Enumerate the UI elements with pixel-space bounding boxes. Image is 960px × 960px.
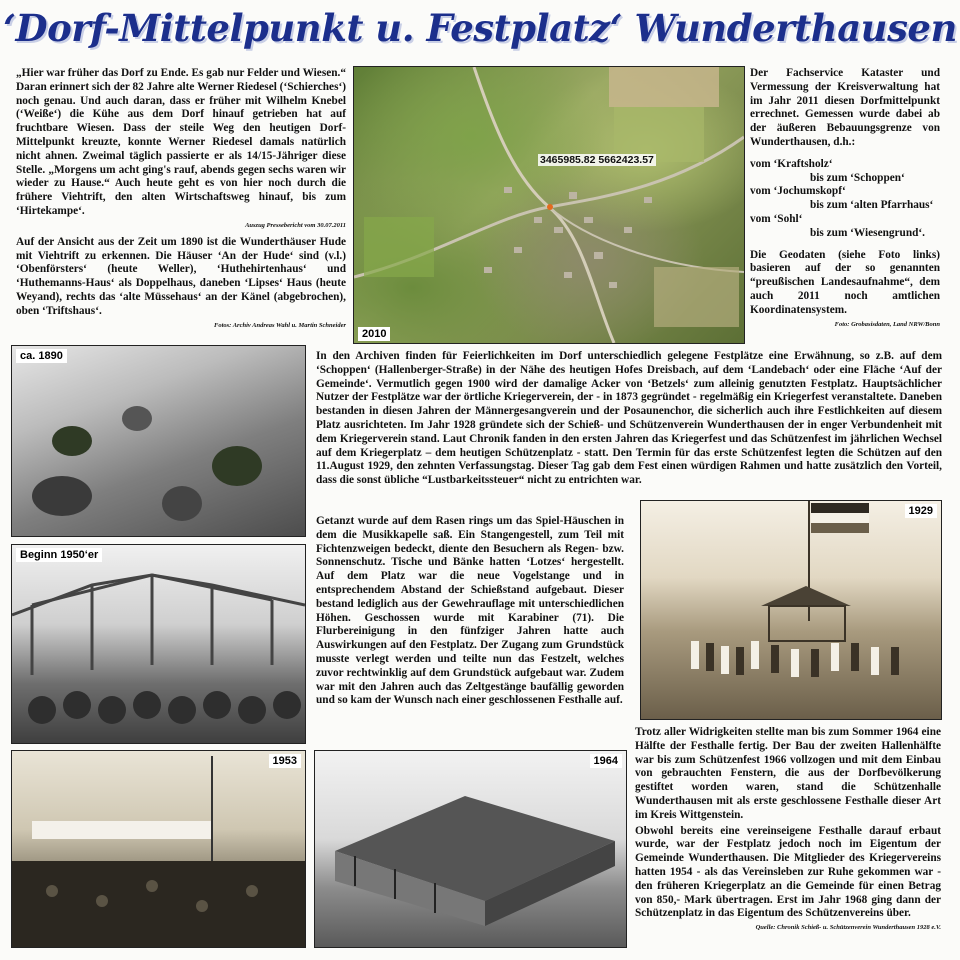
coord-x: 3465985.82 [540, 154, 596, 166]
map-roads [354, 67, 744, 343]
photo-credit: Fotos: Archiv Andreas Wahl u. Martin Schneider [213, 321, 346, 329]
festival-crowd-drawing [12, 751, 305, 947]
map-year-label: 2010 [358, 327, 390, 341]
range-item [750, 158, 940, 186]
photo-1964 [314, 750, 627, 948]
archive-text: In den Archiven finden für Feierlichkeiten im Dorf unterschiedlich gelegene Festplätze eine Erwähnung, so z.B. auf dem ‘Schoppen‘ (Hallenberger-Straße) in der Nähe des heutigen Hofes Dreisbach, auf dem ‘Landebach‘ oder eine Fläche ‘Auf der Gemeinde‘. Vermutlich gegen 1900 wird der damalige Acker von ‘Betzels‘ zum alleinig genutzten Festplatz. Hauptsächlicher Nutzer der Festplätze war der örtliche Kriegerverein, der - in 1873 gegründet - regelmäßig ein Kriegerfest veranstaltete. Daneben bestanden in diesen Jahren der Männergesangverein und der Posaunenchor, die sicherlich auch ihre Festlichkeiten auf diesem Platz ausrichteten. Im Jahr 1928 gründete sich der Schieß- und Schützenverein Wunderthausen der in enger Verbundenheit mit dem Kriegerverein stand. Laut Chronik fanden in den ersten Jahren das Kriegerfest und das Schützenfest im jährlichen Wechsel auf dem Kriegerplatz – dem heutigen Schützenplatz - statt. Den Termin für das erste Schützenfest legten die Schützen auf den 11.August 1929, den zehnten Verfassungstag. Dieser Tag gab dem Fest einen würdigen Rahmen und hatte zusätzlich den Vorteil, dass die sonst übliche “Lustbarkeitssteuer“ nicht zu entrichten war. [316, 350, 942, 487]
coord-y: 5662423.57 [598, 154, 654, 166]
map-coordinates [538, 154, 656, 166]
festhalle-drawing [315, 751, 626, 947]
board-title: ‘Dorf-Mittelpunkt u. Festplatz‘ Wunderthausen [3, 6, 957, 50]
intro-paragraph: Auf der Ansicht aus der Zeit um 1890 ist die Wunderthäuser Hude mit Viehtrift zu erkennen. Die Häuser ‘An der Hude‘ sind (v.l.) ‘Obenförsters‘ (heute Weller), ‘Huthehirtenhaus‘ und ‘Huthemanns-Haus‘ als Doppelhaus, daneben ‘Lipses‘ Haus (heute Weyand), rechts das ‘alte Müssehaus‘ an der Känel (abgebrochen), oben ‘Triftshaus‘. [16, 235, 346, 317]
range-to: bis zum ‘Schoppen‘ [810, 171, 905, 184]
geodata-text: Die Geodaten (siehe Foto links) basieren auf der so genannten “preußischen Landesaufnahme“, dem auch 2011 noch amtlichen Koordinatensystem. [750, 248, 940, 316]
range-item [750, 185, 940, 213]
kataster-column [750, 67, 940, 329]
kataster-lead: Der Fachservice Kataster und Vermessung der Kreisverwaltung hat im Jahr 2011 diesen Dorfmittelpunkt errechnet. Gemessen wurde dabei ab der äußeren Bebauungsgrenze von Wunderthausen, d.h.: [750, 67, 940, 148]
range-from: vom ‘Kraftsholz‘ [750, 157, 833, 170]
photo-1890 [11, 345, 306, 537]
range-to: bis zum ‘Wiesengrund‘. [810, 226, 925, 239]
aerial-map [353, 66, 745, 344]
range-from: vom ‘Jochumskopf‘ [750, 185, 846, 198]
intro-quote: „Hier war früher das Dorf zu Ende. Es gab nur Felder und Wiesen.“ Daran erinnert sich der 82 Jahre alte Werner Riedesel (‘Schierches‘) noch genau. Und auch daran, dass er früher mit Wilhelm Knebel (‘Weiße‘) die Kühe aus dem Dorf hinauf getrieben hat auf fruchtbare Wiesen. Dass der steile Weg den heutigen Dorf-Mittelpunkt kreuzte, konnte Werner Riedesel damals natürlich nicht ahnen. Zweimal täglich passierte er als 14/15-Jähriger diese Stelle. „Morgens um acht ging's rauf, abends gegen sechs waren wir wieder zu Hause.“ Auch heute geht es von hier noch durch die frühere Viehtrift, den alten Wirtschaftsweg hinauf, bis zum ‘Hirtekampe‘. [16, 67, 346, 217]
hall-source: Quelle: Chronik Schieß- u. Schützenverein Wunderthausen 1928 e.V. [755, 924, 941, 932]
hall-text-1: Trotz aller Widrigkeiten stellte man bis zum Sommer 1964 eine Hälfte der Festhalle fertig. Der Bau der zweiten Hallenhälfte war bis zum Schützenfest 1966 vollzogen und mit dem Einbau von gebrauchten Fenstern, die aus der Dorfbevölkerung gestiftet worden waren, stand die Schützenhalle Wunderthausen mit als erste geschlossene Festhalle dieser Art im Kreis Wittgenstein. [635, 726, 941, 821]
photo-1929-label: 1929 [905, 504, 937, 518]
photo-1890-label: ca. 1890 [16, 349, 67, 363]
range-list [750, 158, 940, 241]
dance-square-drawing [641, 501, 941, 719]
photo-1950s [11, 544, 306, 744]
intro-column [16, 67, 346, 330]
photo-1964-label: 1964 [590, 754, 622, 768]
photo-1929 [640, 500, 942, 720]
dance-text: Getanzt wurde auf dem Rasen rings um das Spiel-Häuschen in dem die Musikkapelle saß. Ein Stangengestell, zum Teil mit Fichtenzweigen bedeckt, diente den Besuchern als Regen- bzw. Sonnenschutz. Tische und Bänke hatten ‘Lotzes‘ hergestellt. Auf dem Platz war die neue Vogelstange und in entsprechendem Abstand der Schießstand aufgebaut. Dieser bestand lediglich aus der Gewehrauflage mit unterschiedlichen Höhen. Geschossen wurde mit Karabiner (71). Die Flurbereinigung in den fünfziger Jahren hatte auch Auswirkungen auf den Festplatz. Der Zugang zum Grundstück musste verlegt werden und teilte nun das Festzelt, welches zuvor rechtwinklig auf dem Grundstück aufgebaut war. Zudem war mit den Jahren auch das Zeltgestänge baufällig geworden und so kam der Wunsch nach einer geschlossenen Festhalle auf. [316, 515, 624, 707]
photo-1953 [11, 750, 306, 948]
kataster-source: Foto: Grobasisdaten, Land NRW/Bonn [834, 320, 940, 328]
quote-source: Auszug Pressebericht vom 30.07.2011 [245, 221, 346, 229]
photo-1953-label: 1953 [269, 754, 301, 768]
range-from: vom ‘Sohl‘ [750, 212, 803, 225]
hall-text-2: Obwohl bereits eine vereinseigene Festhalle darauf erbaut wurde, war der Festplatz jedoch noch im Eigentum der Gemeinde Wunderthausen. Die Mitglieder des Kriegervereins hatten 1954 - als das Vereinsleben zur Ruhe gekommen war - den früheren Kriegerplatz an die Gemeinde für einen Betrag von 850,- Mark übertragen. Erst im Jahr 1968 ging dann der Schützenplatz in das Eigentum des Schützenvereins über. [635, 824, 941, 920]
photo-1950s-label: Beginn 1950‘er [16, 548, 102, 562]
hall-column [635, 726, 941, 932]
range-to: bis zum ‘alten Pfarrhaus‘ [810, 199, 934, 212]
tent-frame-drawing [12, 545, 305, 743]
range-item [750, 213, 940, 241]
